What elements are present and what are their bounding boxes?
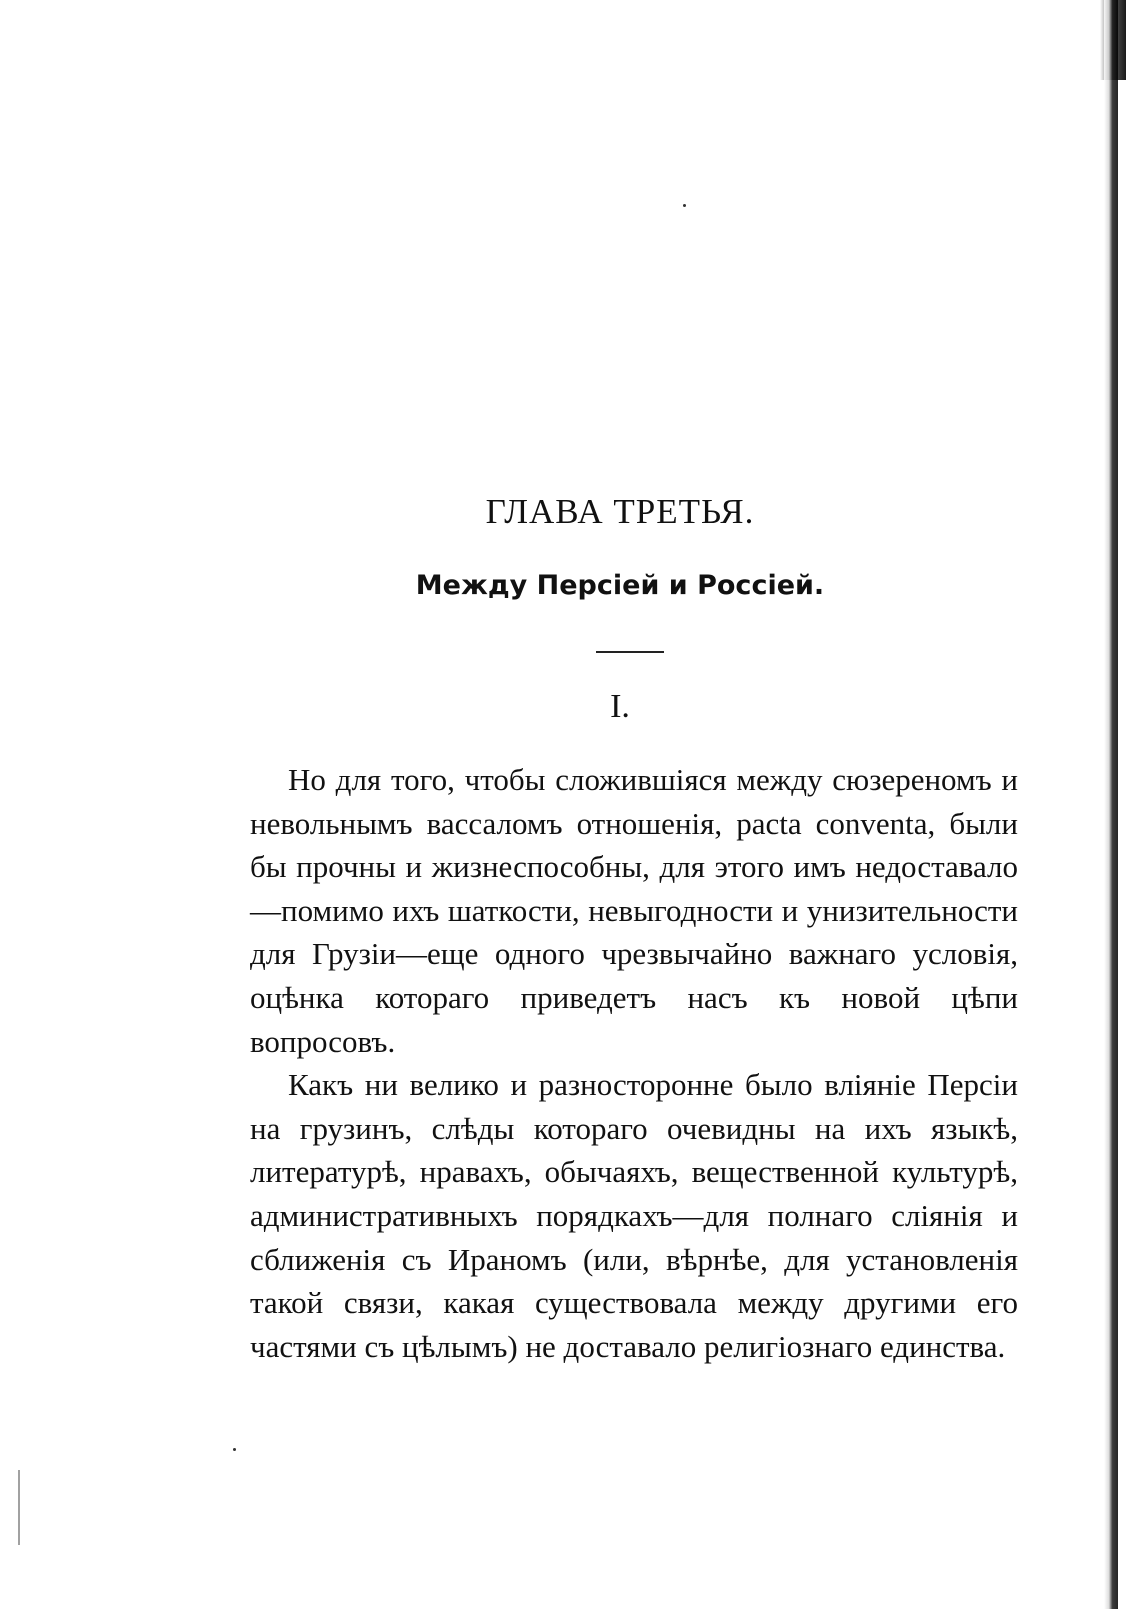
- body-text: [250, 758, 1018, 1368]
- paragraph-1: Но для того, чтобы сложившіяся между сюзереномъ и невольнымъ вассаломъ отношенія, pacta conventa, были бы прочны и жизнеспособны, для этого имъ недоставало—помимо ихъ шаткости, невыгодности и унизительности для Грузіи—еще одного чрезвычайно важнаго условія, оцѣнка котораго приведетъ насъ къ новой цѣпи вопросовъ.: [250, 762, 1018, 1059]
- page-binding-edge: [1104, 0, 1118, 1609]
- section-number: I.: [610, 688, 630, 725]
- chapter-subtitle: Между Персіей и Россіей.: [415, 570, 825, 601]
- section-divider-rule: [596, 651, 664, 653]
- scan-speck: [683, 204, 686, 207]
- chapter-title: ГЛАВА ТРЕТЬЯ.: [485, 492, 755, 531]
- paragraph-2: Какъ ни велико и разносторонне было вліяніе Персіи на грузинъ, слѣды котораго очевидны на ихъ языкѣ, литературѣ, нравахъ, обычаяхъ, вещественной культурѣ, административныхъ порядкахъ—для полнаго слiянія и сближенія съ Ираномъ (или, вѣрнѣе, для установленія такой связи, какая существовала между другими его частями съ цѣлымъ) не доставало религіознаго единства.: [250, 1067, 1018, 1364]
- scan-speck: [233, 1448, 236, 1451]
- page-edge-mark-left: [18, 1470, 20, 1545]
